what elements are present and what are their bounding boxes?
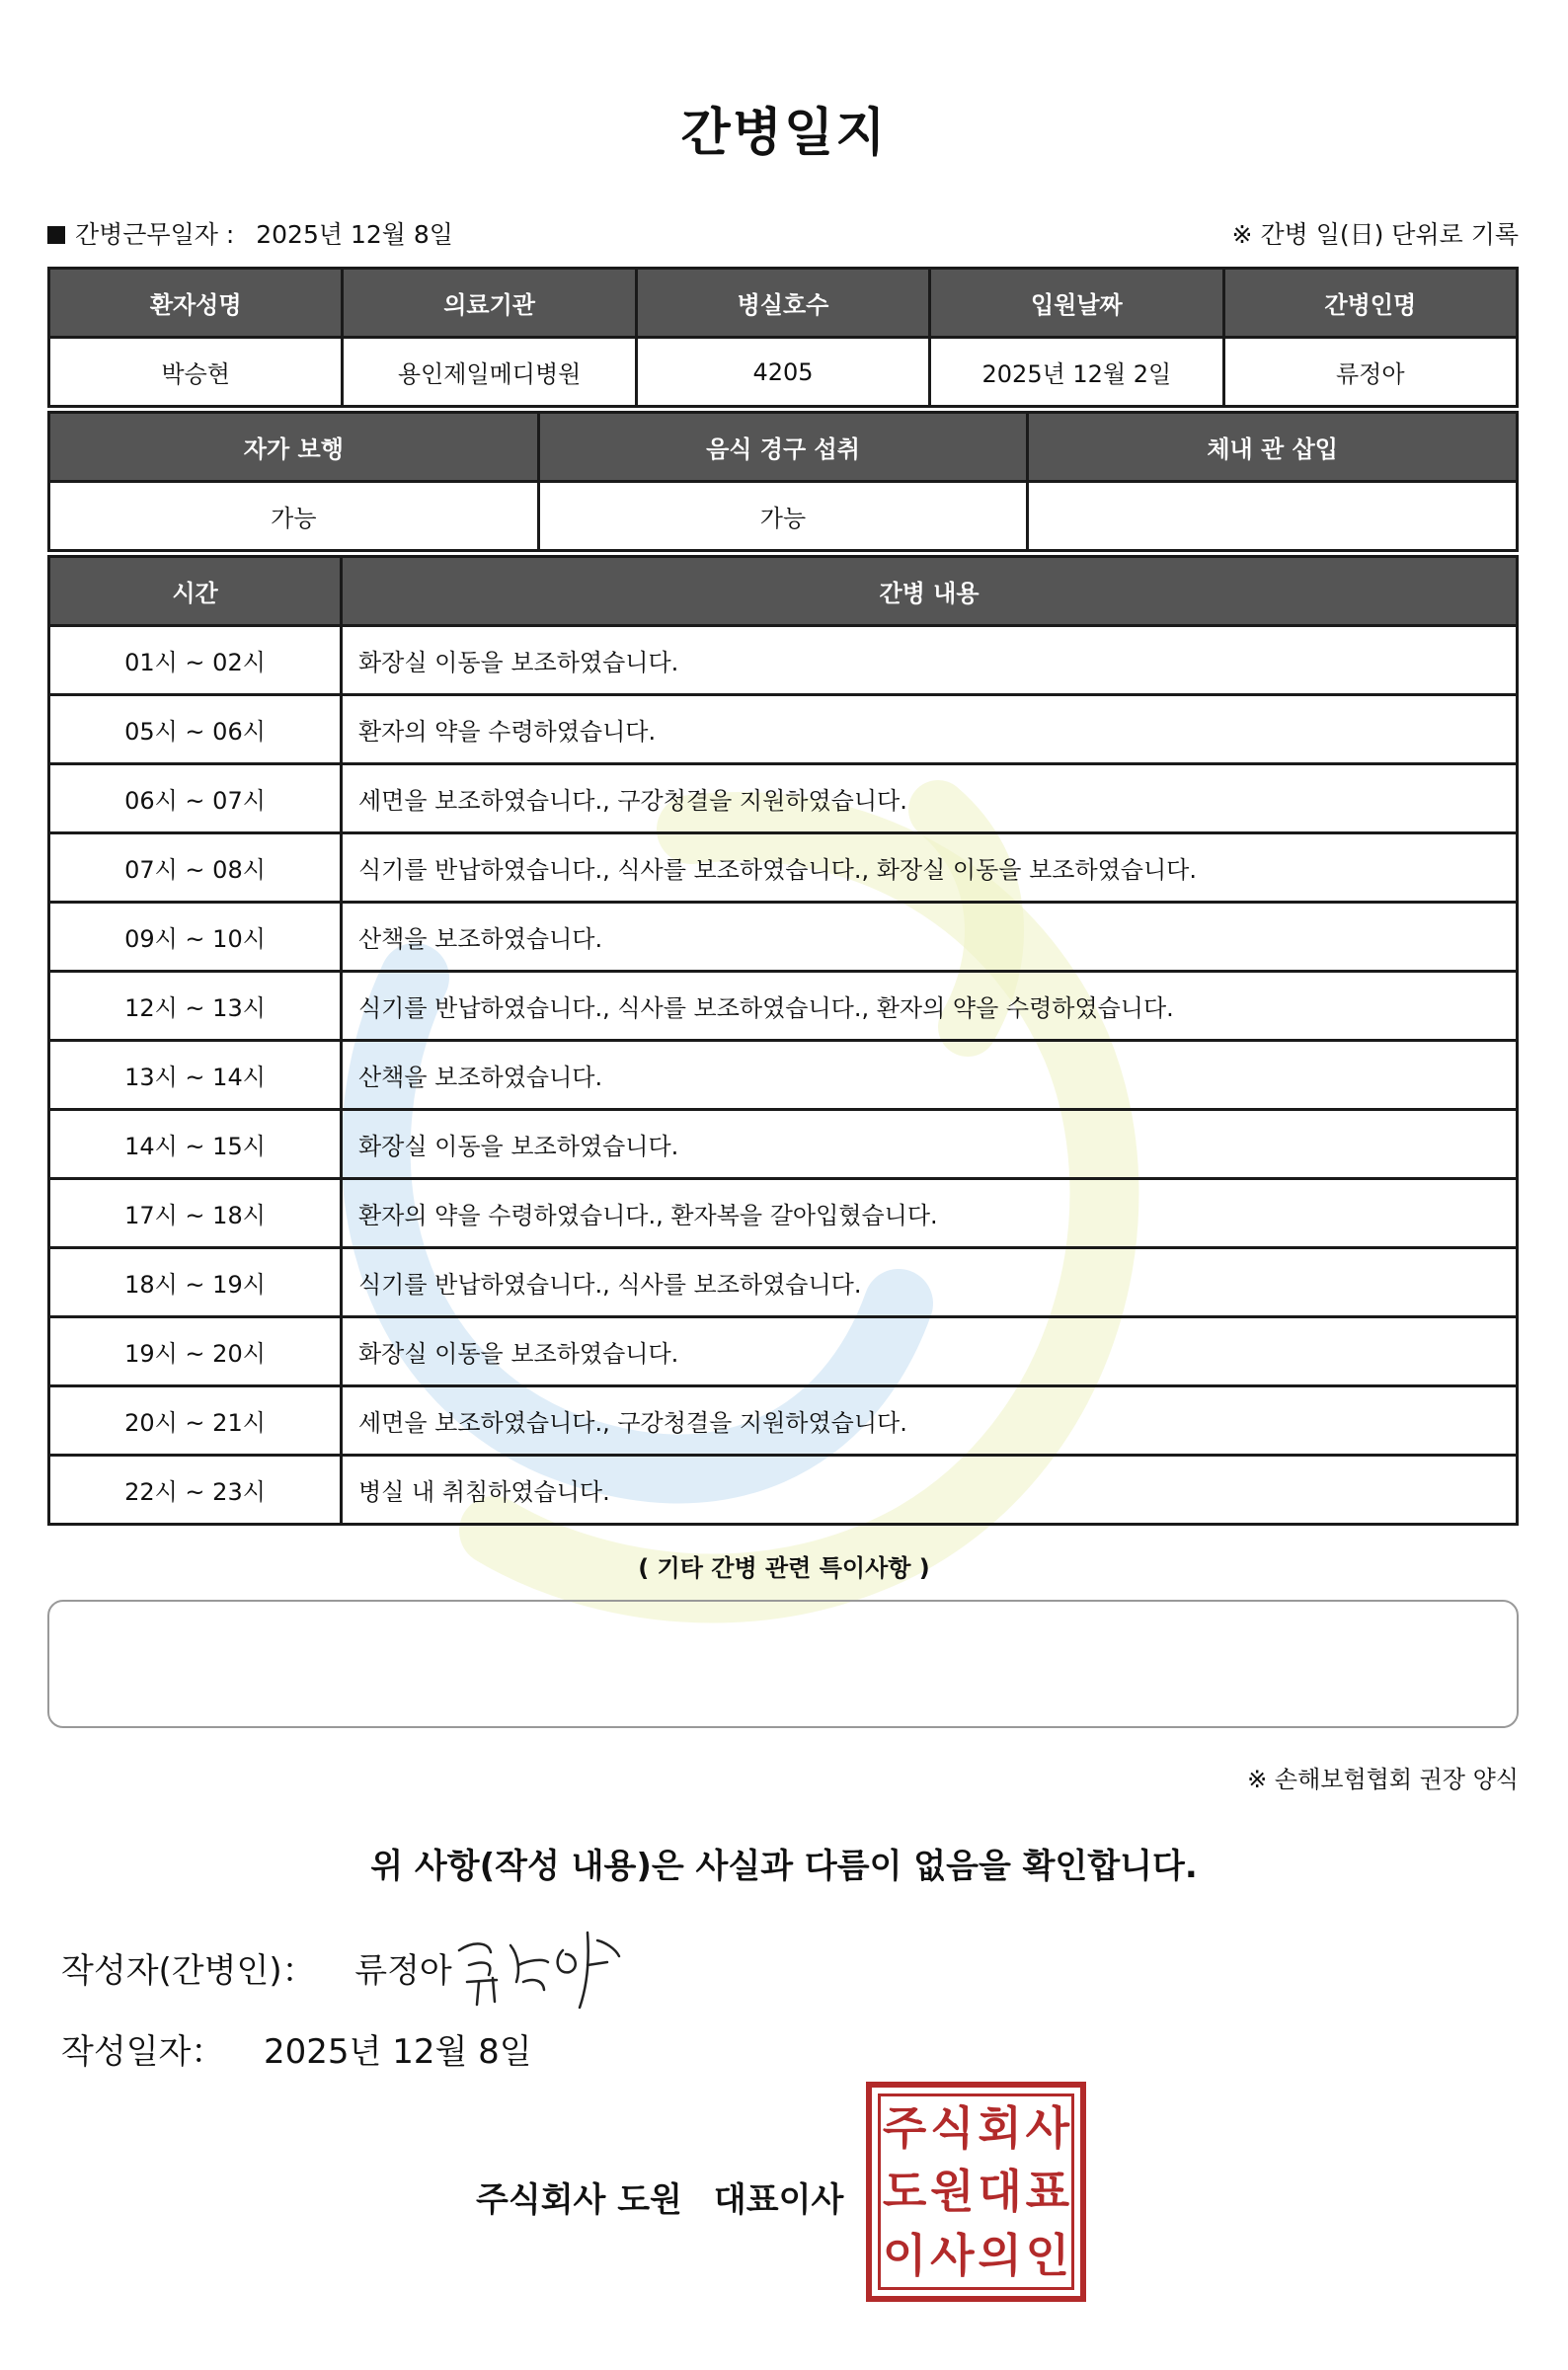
self-walking: 가능 [49,482,539,551]
admission-date: 2025년 12월 2일 [930,338,1223,407]
header-room-number: 병실호수 [636,269,929,338]
confirmation-statement: 위 사항(작성 내용)은 사실과 다름이 없음을 확인합니다. [370,1847,1198,1886]
log-content: 식기를 반납하였습니다., 식사를 보조하였습니다., 화장실 이동을 보조하였습니다. [342,833,1518,903]
room-number: 4205 [636,338,929,407]
recommended-form-note: ※ 손해보험협회 권장 양식 [1247,1766,1519,1793]
header-caregiver-name: 간병인명 [1223,269,1517,338]
header-tube-insertion: 체내 관 삽입 [1028,413,1518,482]
work-date: 간병근무일자 : 2025년 12월 8일 [47,215,453,251]
seal-char: 원 [930,2165,975,2219]
patient-name: 박승현 [49,338,343,407]
header-care-content: 간병 내용 [342,557,1518,626]
remarks-box [47,1600,1519,1728]
header-time: 시간 [49,557,342,626]
log-time: 20시 ~ 21시 [49,1386,342,1456]
log-content: 화장실 이동을 보조하였습니다. [342,1317,1518,1386]
care-log-table [47,555,1519,1526]
table-row [49,972,1518,1041]
table-row [49,1317,1518,1386]
seal-char: 사 [930,2228,975,2282]
log-content: 환자의 약을 수령하였습니다., 환자복을 갈아입혔습니다. [342,1179,1518,1248]
seal-char: 도 [882,2165,927,2219]
table-row [49,695,1518,764]
seal-char: 대 [978,2165,1022,2219]
log-time: 13시 ~ 14시 [49,1041,342,1110]
log-time: 01시 ~ 02시 [49,626,342,695]
log-time: 05시 ~ 06시 [49,695,342,764]
written-date-label: 작성일자： [61,2032,225,2072]
seal-characters [878,2094,1074,2290]
remarks-title: ( 기타 간병 관련 특이사항 ) [638,1554,930,1582]
written-date-value: 2025년 12월 8일 [264,2032,532,2072]
log-content: 산책을 보조하였습니다. [342,903,1518,972]
log-content: 화장실 이동을 보조하였습니다. [342,1110,1518,1179]
log-time: 18시 ~ 19시 [49,1248,342,1317]
hospital: 용인제일메디병원 [343,338,636,407]
table-row [49,626,1518,695]
company-name: 주식회사 도원 [476,2180,682,2220]
header-self-walking: 자가 보행 [49,413,539,482]
table-row [49,1248,1518,1317]
log-time: 09시 ~ 10시 [49,903,342,972]
log-time: 22시 ~ 23시 [49,1456,342,1525]
log-content: 산책을 보조하였습니다. [342,1041,1518,1110]
writer-label: 작성자(간병인)： [61,1951,316,1991]
oral-intake: 가능 [538,482,1028,551]
table-row [49,1179,1518,1248]
seal-char: 사 [1025,2101,1070,2156]
log-content: 식기를 반납하였습니다., 식사를 보조하였습니다. [342,1248,1518,1317]
patient-info-table [47,267,1519,408]
handwritten-signature [449,1921,627,2010]
tube-insertion [1028,482,1518,551]
written-date-row [61,2024,532,2073]
table-row [49,1456,1518,1525]
log-content: 세면을 보조하였습니다., 구강청결을 지원하였습니다. [342,764,1518,833]
square-bullet-icon [47,226,65,244]
table-row [49,833,1518,903]
work-date-value: 2025년 12월 8일 [256,220,453,249]
seal-char: 이 [882,2228,927,2282]
seal-char: 회 [978,2101,1022,2156]
table-row [49,1041,1518,1110]
log-content: 병실 내 취침하였습니다. [342,1456,1518,1525]
work-date-label: 간병근무일자 [75,220,218,249]
header-patient-name: 환자성명 [49,269,343,338]
log-content: 환자의 약을 수령하였습니다. [342,695,1518,764]
company-title: 대표이사 [713,2180,844,2220]
log-time: 06시 ~ 07시 [49,764,342,833]
log-time: 12시 ~ 13시 [49,972,342,1041]
caregiver-name: 류정아 [1223,338,1517,407]
header-oral-intake: 음식 경구 섭취 [538,413,1028,482]
company-seal-stamp [866,2082,1086,2302]
log-content: 화장실 이동을 보조하였습니다. [342,626,1518,695]
table-row [49,903,1518,972]
company-signature-line [476,2172,843,2221]
writer-name: 류정아 [354,1951,452,1991]
log-content: 세면을 보조하였습니다., 구강청결을 지원하였습니다. [342,1386,1518,1456]
header-hospital: 의료기관 [343,269,636,338]
log-content: 식기를 반납하였습니다., 식사를 보조하였습니다., 환자의 약을 수령하였습니다. [342,972,1518,1041]
log-time: 19시 ~ 20시 [49,1317,342,1386]
seal-char: 식 [930,2101,975,2156]
record-unit-note: ※ 간병 일(日) 단위로 기록 [1231,220,1519,249]
header-admission-date: 입원날짜 [930,269,1223,338]
log-time: 17시 ~ 18시 [49,1179,342,1248]
writer-row [61,1943,452,1992]
log-time: 07시 ~ 08시 [49,833,342,903]
log-time: 14시 ~ 15시 [49,1110,342,1179]
patient-status-table [47,411,1519,552]
page-title: 간병일지 [680,104,888,163]
table-row [49,764,1518,833]
seal-char: 의 [978,2228,1022,2282]
table-row [49,1110,1518,1179]
seal-char: 인 [1025,2228,1070,2282]
seal-char: 표 [1025,2165,1070,2219]
seal-char: 주 [882,2101,927,2156]
table-row [49,1386,1518,1456]
